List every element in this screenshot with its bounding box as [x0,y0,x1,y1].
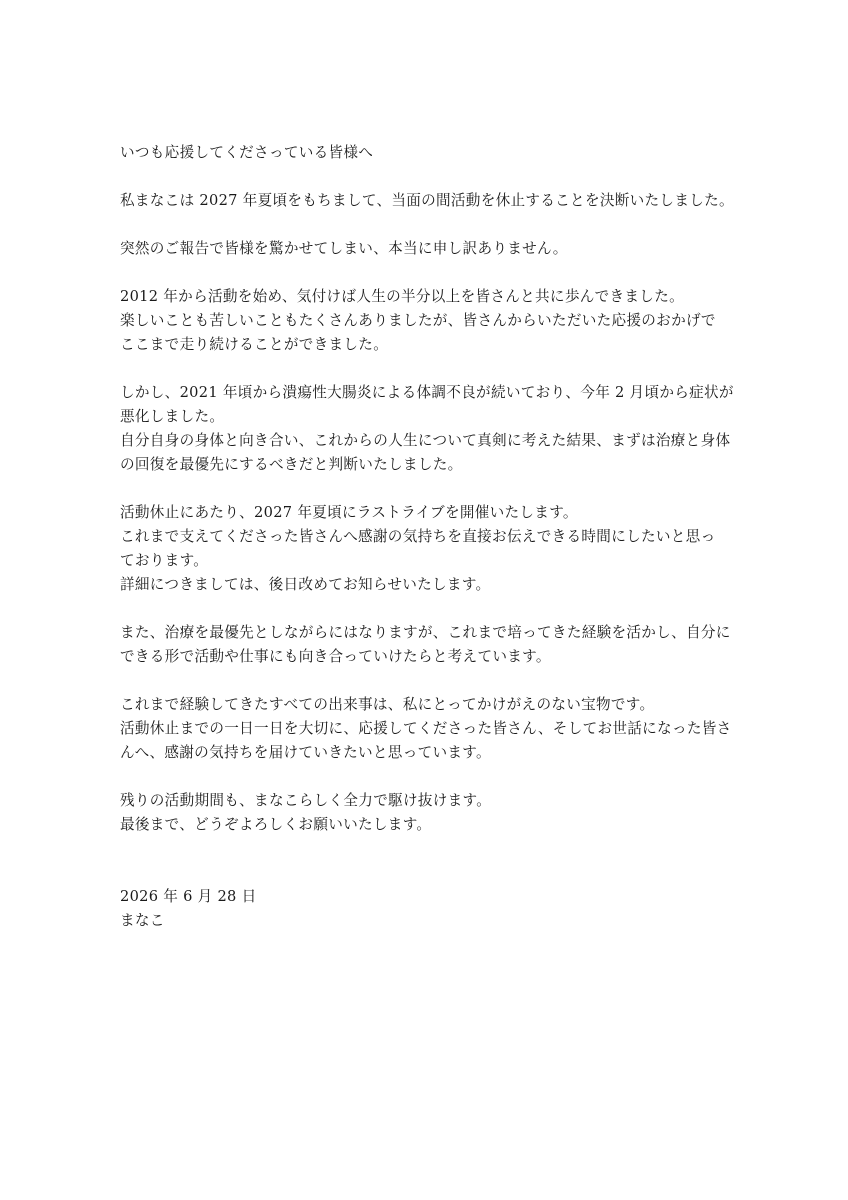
spacer [120,213,740,237]
spacer [120,165,740,189]
paragraph-last-live [120,501,740,597]
spacer [120,669,740,693]
spacer [120,477,740,501]
paragraph-closing [120,789,740,837]
paragraph-apology: 突然のご報告で皆様を驚かせてしまい、本当に申し訳ありません。 [120,240,568,257]
paragraph-health [120,381,740,477]
text-line: これまで経験してきたすべての出来事は、私にとってかけがえのない宝物です。 [120,696,655,713]
letter-date: 2026 年 6 月 28 日 [120,888,257,905]
letter-signature: まなこ [120,912,165,929]
text-line: 自分自身の身体と向き合い、これからの人生について真剣に考えた結果、まずは治療と身体 [120,432,731,449]
text-line: 残りの活動期間も、まなこらしく全力で駆け抜けます。 [120,792,492,809]
text-line: しかし、2021 年頃から潰瘍性大腸炎による体調不良が続いており、今年 2 月頃から症状が [120,384,734,401]
spacer [120,765,740,789]
text-line: また、治療を最優先としながらにはなりますが、これまで培ってきた経験を活かし、自分に [120,624,731,641]
paragraph-gratitude [120,693,740,765]
text-line: んへ、感謝の気持ちを届けていきたいと思っています。 [120,744,491,761]
greeting: いつも応援してくださっている皆様へ [120,144,374,161]
paragraph-future [120,621,740,669]
text-line: ここまで走り続けることができました。 [120,336,389,353]
paragraph-history [120,285,740,357]
spacer [120,837,740,885]
text-line: 楽しいことも苦しいこともたくさんありましたが、皆さんからいただいた応援のおかげで [120,312,716,329]
text-line: 悪化しました。 [120,408,225,425]
spacer [120,597,740,621]
text-line: これまで支えてくださった皆さんへ感謝の気持ちを直接お伝えできる時間にしたいと思っ [120,528,716,545]
text-line: ております。 [120,552,209,569]
letter-body [120,141,740,933]
spacer [120,261,740,285]
text-line: できる形で活動や仕事にも向き合っていけたらと考えています。 [120,648,551,665]
text-line: 活動休止にあたり、2027 年夏頃にラストライブを開催いたします。 [120,504,578,521]
text-line: 2012 年から活動を始め、気付けば人生の半分以上を皆さんと共に歩んできました。 [120,288,684,305]
text-line: 最後まで、どうぞよろしくお願いいたします。 [120,816,432,833]
text-line: 詳細につきましては、後日改めてお知らせいたします。 [120,576,491,593]
text-line: の回復を最優先にするべきだと判断いたしました。 [120,456,463,473]
spacer [120,357,740,381]
text-line: 活動休止までの一日一日を大切に、応援してくださった皆さん、そしてお世話になった皆さ [120,720,732,737]
paragraph-announcement: 私まなこは 2027 年夏頃をもちまして、当面の間活動を休止することを決断いたしました。 [120,192,734,209]
